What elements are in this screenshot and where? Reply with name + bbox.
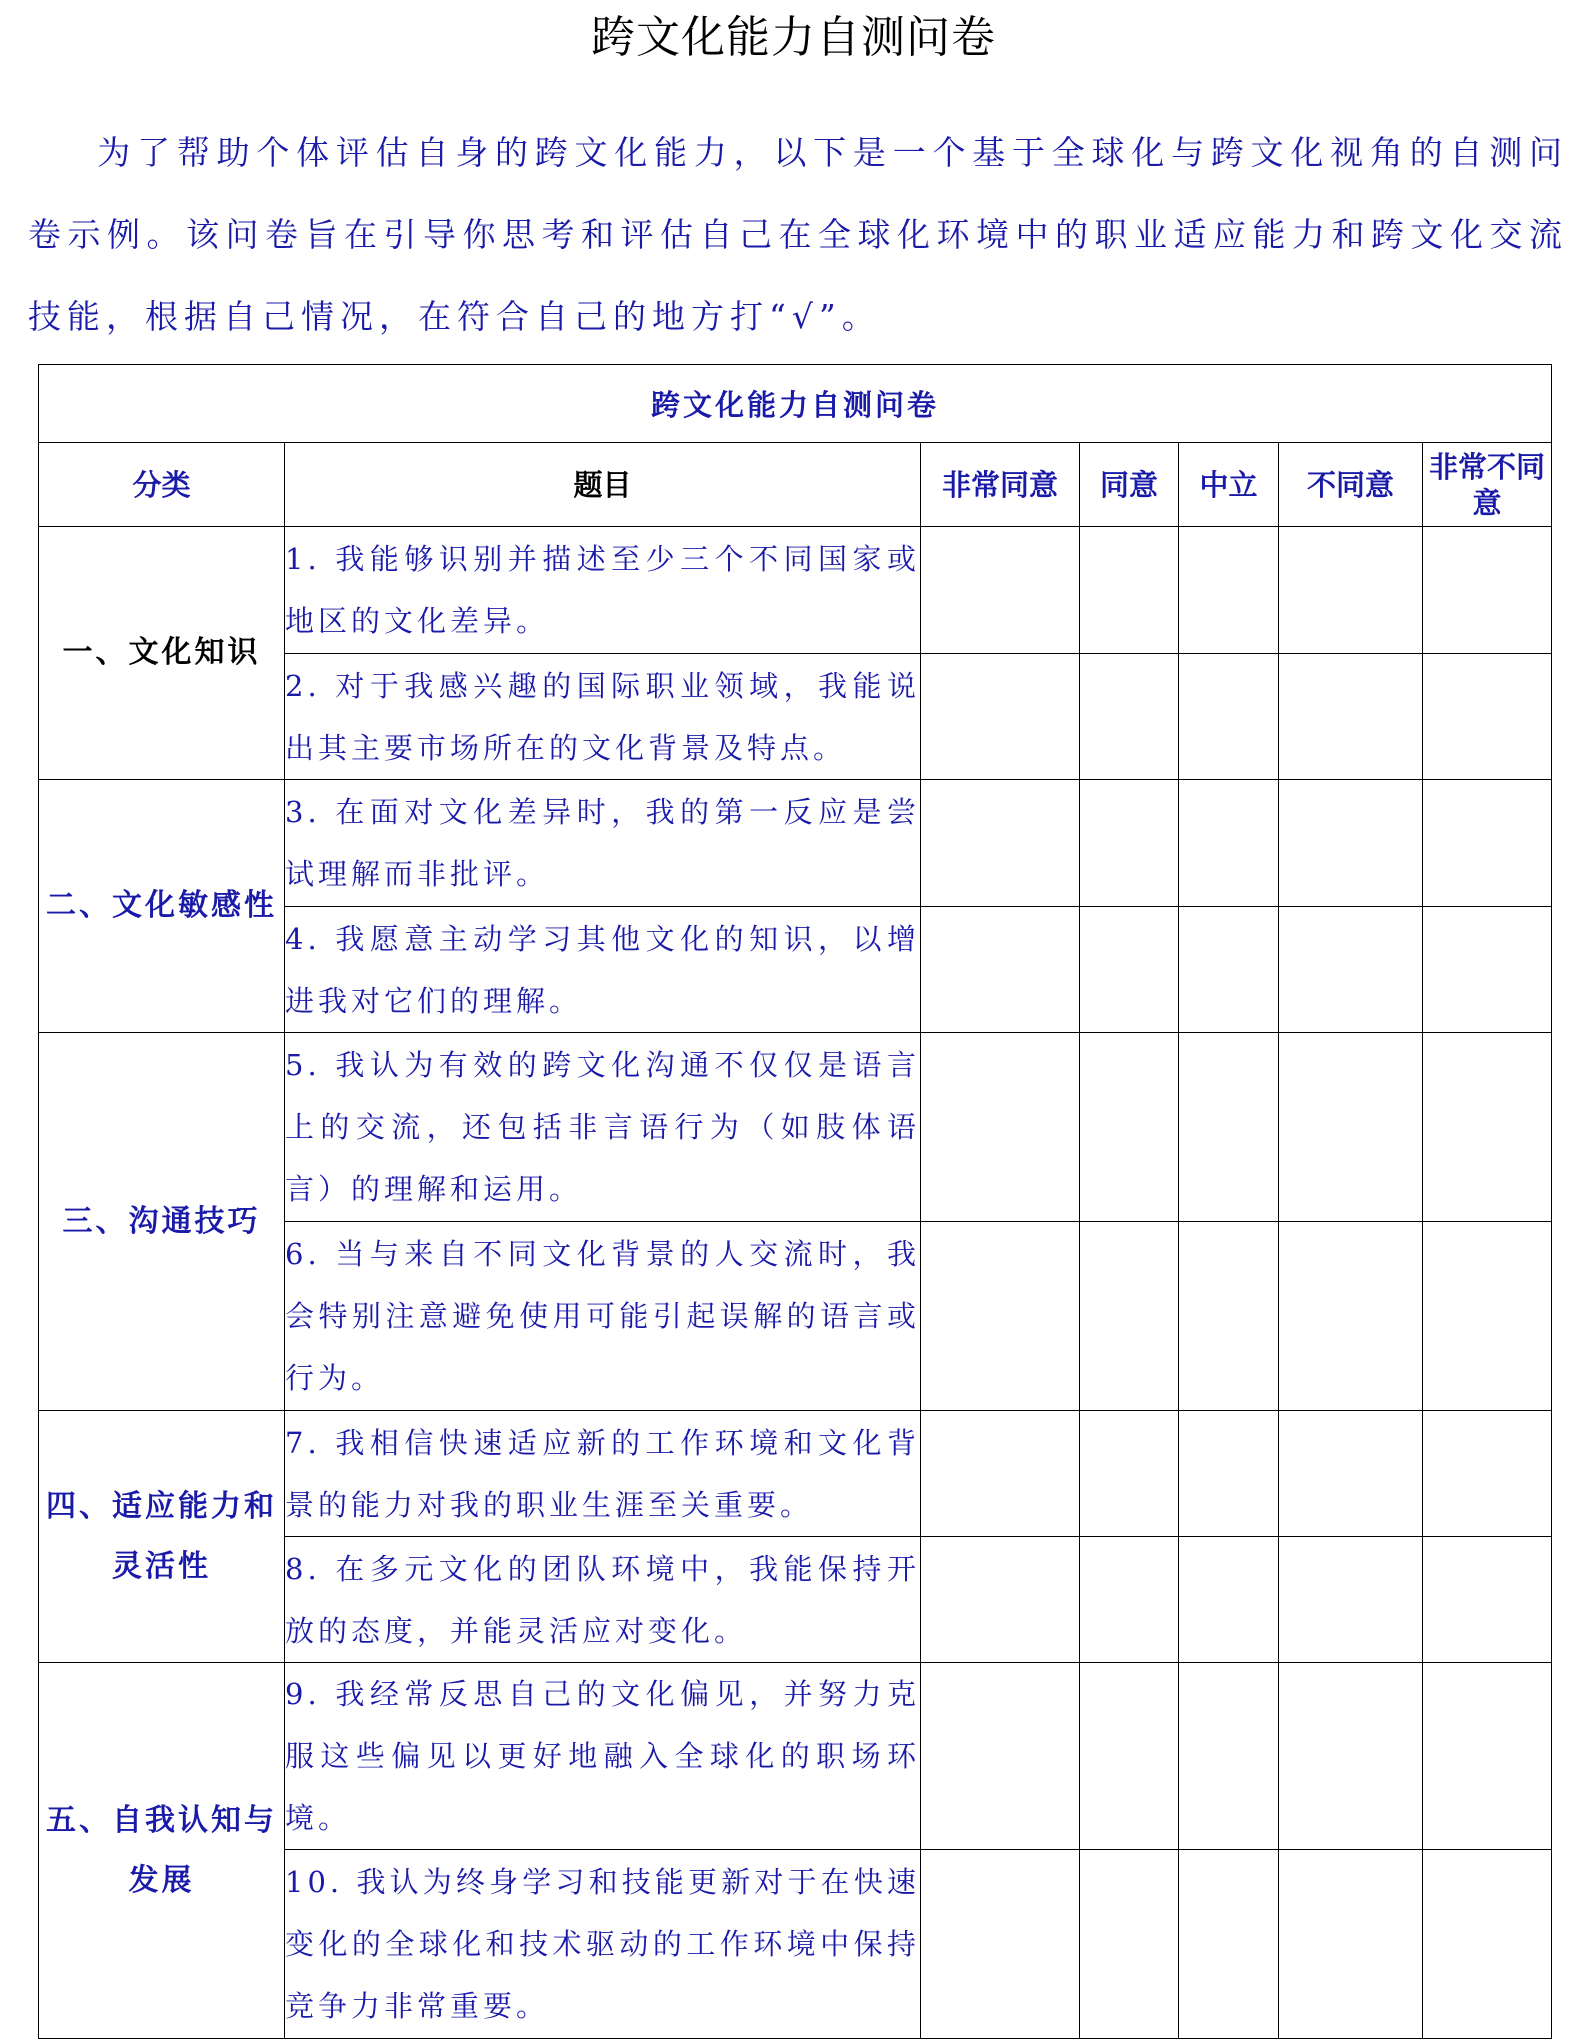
answer-cell[interactable] <box>921 1222 1080 1411</box>
answer-cell[interactable] <box>1080 654 1179 780</box>
answer-cell[interactable] <box>1179 1222 1279 1411</box>
question-cell: 7. 我相信快速适应新的工作环境和文化背景的能力对我的职业生涯至关重要。 <box>285 1411 921 1537</box>
answer-cell[interactable] <box>1179 1850 1279 2039</box>
answer-cell[interactable] <box>1279 780 1423 907</box>
question-cell: 9. 我经常反思自己的文化偏见，并努力克服这些偏见以更好地融入全球化的职场环境。 <box>285 1663 921 1850</box>
answer-cell[interactable] <box>1423 1850 1552 2039</box>
answer-cell[interactable] <box>921 1033 1080 1222</box>
answer-cell[interactable] <box>1080 780 1179 907</box>
category-cell: 三、沟通技巧 <box>39 1033 285 1411</box>
answer-cell[interactable] <box>921 1537 1080 1663</box>
table-row <box>39 527 1552 654</box>
answer-cell[interactable] <box>1279 1850 1423 2039</box>
answer-cell[interactable] <box>1423 654 1552 780</box>
answer-cell[interactable] <box>921 907 1080 1033</box>
header-category: 分类 <box>39 443 285 527</box>
category-cell: 二、文化敏感性 <box>39 780 285 1033</box>
question-cell: 10. 我认为终身学习和技能更新对于在快速变化的全球化和技术驱动的工作环境中保持竞争力非常重要。 <box>285 1850 921 2039</box>
answer-cell[interactable] <box>1279 1411 1423 1537</box>
header-row <box>39 443 1552 527</box>
answer-cell[interactable] <box>921 527 1080 654</box>
answer-cell[interactable] <box>1423 1411 1552 1537</box>
answer-cell[interactable] <box>1423 1222 1552 1411</box>
answer-cell[interactable] <box>1080 1033 1179 1222</box>
answer-cell[interactable] <box>921 654 1080 780</box>
header-strongly-disagree-label: 非常不同意 <box>1429 449 1546 520</box>
answer-cell[interactable] <box>1080 1663 1179 1850</box>
header-agree: 同意 <box>1080 443 1179 527</box>
page-title: 跨文化能力自测问卷 <box>591 12 996 63</box>
answer-cell[interactable] <box>1279 1663 1423 1850</box>
answer-cell[interactable] <box>1179 527 1279 654</box>
table-row <box>39 780 1552 907</box>
answer-cell[interactable] <box>1279 527 1423 654</box>
answer-cell[interactable] <box>1080 907 1179 1033</box>
answer-cell[interactable] <box>1423 527 1552 654</box>
answer-cell[interactable] <box>1179 1663 1279 1850</box>
answer-cell[interactable] <box>921 1663 1080 1850</box>
table-row <box>39 1663 1552 1850</box>
intro-paragraph: 为了帮助个体评估自身的跨文化能力，以下是一个基于全球化与跨文化视角的自测问卷示例。该问卷旨在引导你思考和评估自己在全球化环境中的职业适应能力和跨文化交流技能，根据自己情况，在符合自己的地方打“√”。 <box>28 133 1568 336</box>
header-strongly-disagree <box>1423 443 1552 527</box>
table-row <box>39 1411 1552 1537</box>
header-neutral: 中立 <box>1179 443 1279 527</box>
answer-cell[interactable] <box>921 1850 1080 2039</box>
answer-cell[interactable] <box>1080 1411 1179 1537</box>
answer-cell[interactable] <box>1179 1033 1279 1222</box>
header-question: 题目 <box>285 443 921 527</box>
answer-cell[interactable] <box>1179 907 1279 1033</box>
answer-cell[interactable] <box>1080 1222 1179 1411</box>
answer-cell[interactable] <box>921 1411 1080 1537</box>
answer-cell[interactable] <box>1179 1411 1279 1537</box>
survey-table <box>38 364 1552 2039</box>
answer-cell[interactable] <box>1423 1537 1552 1663</box>
question-cell: 8. 在多元文化的团队环境中，我能保持开放的态度，并能灵活应对变化。 <box>285 1537 921 1663</box>
answer-cell[interactable] <box>1179 1537 1279 1663</box>
answer-cell[interactable] <box>1279 654 1423 780</box>
answer-cell[interactable] <box>1423 780 1552 907</box>
answer-cell[interactable] <box>1279 907 1423 1033</box>
category-cell: 一、文化知识 <box>39 527 285 780</box>
answer-cell[interactable] <box>1179 654 1279 780</box>
answer-cell[interactable] <box>921 780 1080 907</box>
question-cell: 5. 我认为有效的跨文化沟通不仅仅是语言上的交流，还包括非言语行为（如肢体语言）的理解和运用。 <box>285 1033 921 1222</box>
answer-cell[interactable] <box>1423 1033 1552 1222</box>
table-row <box>39 1033 1552 1222</box>
answer-cell[interactable] <box>1279 1033 1423 1222</box>
header-disagree: 不同意 <box>1279 443 1423 527</box>
answer-cell[interactable] <box>1179 780 1279 907</box>
category-cell: 五、自我认知与发展 <box>39 1663 285 2039</box>
question-cell: 1. 我能够识别并描述至少三个不同国家或地区的文化差异。 <box>285 527 921 654</box>
question-cell: 3. 在面对文化差异时，我的第一反应是尝试理解而非批评。 <box>285 780 921 907</box>
question-cell: 6. 当与来自不同文化背景的人交流时，我会特别注意避免使用可能引起误解的语言或行为。 <box>285 1222 921 1411</box>
answer-cell[interactable] <box>1080 1537 1179 1663</box>
question-cell: 4. 我愿意主动学习其他文化的知识，以增进我对它们的理解。 <box>285 907 921 1033</box>
answer-cell[interactable] <box>1423 1663 1552 1850</box>
answer-cell[interactable] <box>1279 1537 1423 1663</box>
answer-cell[interactable] <box>1080 527 1179 654</box>
header-strongly-agree: 非常同意 <box>921 443 1080 527</box>
question-cell: 2. 对于我感兴趣的国际职业领域，我能说出其主要市场所在的文化背景及特点。 <box>285 654 921 780</box>
answer-cell[interactable] <box>1423 907 1552 1033</box>
table-caption: 跨文化能力自测问卷 <box>39 365 1552 443</box>
answer-cell[interactable] <box>1279 1222 1423 1411</box>
answer-cell[interactable] <box>1080 1850 1179 2039</box>
category-cell: 四、适应能力和灵活性 <box>39 1411 285 1663</box>
